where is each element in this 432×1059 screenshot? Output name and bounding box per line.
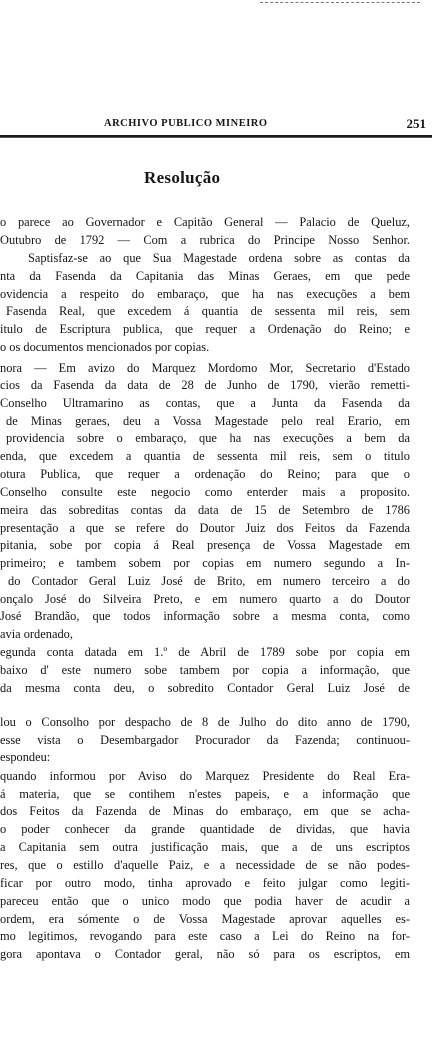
- text-line: ordem, era sómente o de Vossa Magestade aprovar aquelles es-: [0, 912, 410, 926]
- text-line: mo legitimos, revogando para este caso a Lei do Reino na for-: [0, 929, 410, 943]
- text-line: cios da Fasenda da data de 28 de Junho de 1790, vierão remetti-: [0, 378, 410, 392]
- text-line: lou o Consolho por despacho de 8 de Julho do dito anno de 1790,: [0, 715, 410, 729]
- text-line: o parece ao Governador e Capitão General — Palacio de Queluz,: [0, 215, 410, 229]
- text-line: pitania, sobe por copia á Real presença de Vossa Magestade em: [0, 538, 410, 552]
- text-line: res, que o estillo d'aquelle Paiz, e a necessidade de se não podes-: [0, 858, 410, 872]
- text-line: onçalo José do Silveira Preto, e em numero quarto a do Doutor: [0, 592, 410, 606]
- text-line: egunda conta datada em 1.º de Abril de 1789 sobe por copia em: [0, 645, 410, 659]
- text-line: itulo de Escriptura publica, que requer a Ordenação do Reino; e: [0, 322, 410, 336]
- text-line: Fasenda Real, que excedem á quantia de sessenta mil reis, sem: [6, 304, 410, 318]
- text-line: da mesma conta deu, o sobredito Contador Geral Luiz José de: [0, 681, 410, 695]
- text-line: á materia, que se contihem n'estes papeis, e a informação que: [0, 787, 410, 801]
- text-line: nora — Em avizo do Marquez Mordomo Mor, Secretario d'Estado: [0, 361, 410, 375]
- text-line: Outubro de 1792 — Com a rubrica do Principe Nosso Senhor.: [0, 233, 410, 247]
- header-rule: [0, 135, 432, 138]
- text-line: otura Publica, que requer a ordenação do Reino; para que o: [0, 467, 410, 481]
- text-line: primeiro; e tambem sobem por copias em numero segundo a In-: [0, 556, 410, 570]
- top-dashed-rule: [260, 2, 420, 4]
- text-line: o poder conhecer da grande quantidade de dividas, que havia: [0, 822, 410, 836]
- page-number: 251: [406, 116, 426, 131]
- text-line: dos Feitos da Fazenda de Minas do embaraço, em que se acha-: [0, 804, 410, 818]
- text-line: presentação a que se refere do Doutor Juiz dos Feitos da Fazenda: [0, 521, 410, 535]
- text-line: providencia sobre o embaraço, que ha nas execuções a bem da: [6, 431, 410, 445]
- text-line: espondeu:: [0, 750, 51, 764]
- text-line: meira das sobreditas contas da data de 15 de Setembro de 1786: [0, 503, 410, 517]
- text-line: enda, que excedem a quantia de sessenta mil reis, sem o titulo: [0, 449, 410, 463]
- section-title: Resolução: [144, 168, 221, 187]
- text-line: Conselho consulte este negocio como enterder mais a proposito.: [0, 485, 410, 499]
- text-line: Saptisfaz-se ao que Sua Magestade ordena sobre as contas da: [28, 251, 410, 265]
- text-line: esse vista o Desembargador Procurador da Fazenda; continuou-: [0, 733, 410, 747]
- text-line: avia ordenado,: [0, 627, 73, 641]
- text-line: pareceu então que o unico modo que podia haver de acudir a: [0, 894, 410, 908]
- running-head-title: ARCHIVO PUBLICO MINEIRO: [104, 118, 268, 129]
- text-line: ficar por outro modo, tinha aprovado e feito julgar como legiti-: [0, 876, 410, 890]
- text-line: José Brandão, que todos informação sobre a mesma conta, como: [0, 609, 410, 623]
- text-line: de Minas geraes, deu a Vossa Magestade pelo real Erario, em: [6, 414, 410, 428]
- running-head: [0, 118, 432, 134]
- text-line: nta da Fasenda da Capitania das Minas Geraes, em que pede: [0, 269, 410, 283]
- text-line: o os documentos mencionados por copias.: [0, 340, 210, 354]
- text-line: quando informou por Aviso do Marquez Presidente do Real Era-: [0, 769, 410, 783]
- text-line: Conselho Ultramarino as contas, que a Junta da Fasenda da: [0, 396, 410, 410]
- text-line: baixo d' este numero sobe tambem por copia a informação, que: [0, 663, 410, 677]
- text-line: do Contador Geral Luiz José de Brito, em numero terceiro a do: [8, 574, 410, 588]
- text-line: gora apontava o Contador geral, não só para os escriptos, em: [0, 947, 410, 961]
- text-line: ovidencia a respeito do embaraço, que ha nas execuções a bem: [0, 287, 410, 301]
- text-line: a Capitania sem outra justificação mais, que a de uns escriptos: [0, 840, 410, 854]
